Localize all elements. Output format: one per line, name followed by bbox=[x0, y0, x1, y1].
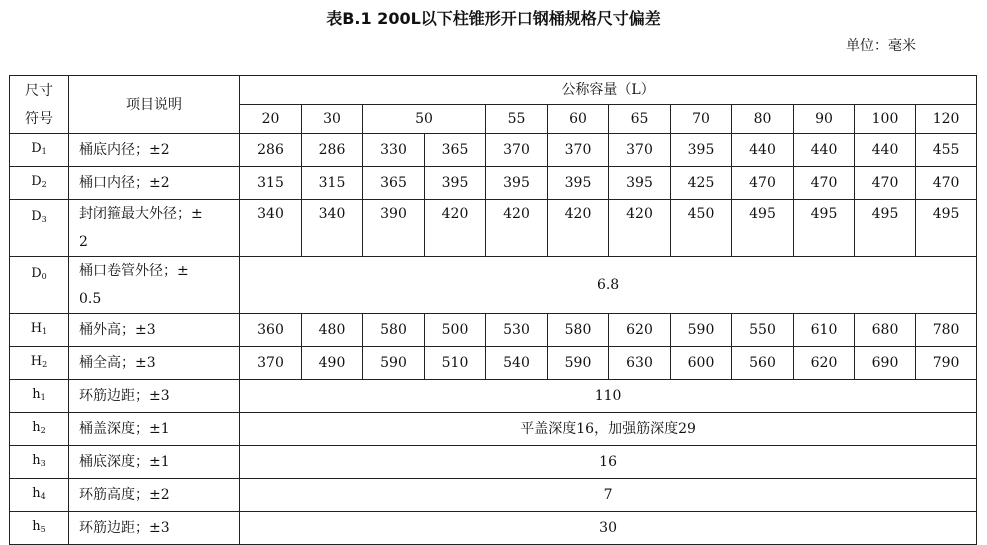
value-cell: 480 bbox=[302, 314, 363, 347]
value-cell: 395 bbox=[609, 167, 671, 200]
merged-value-cell: 7 bbox=[240, 479, 977, 512]
value-cell: 495 bbox=[916, 200, 977, 257]
table-row bbox=[10, 314, 977, 347]
description-cell: 桶底内径；±2 bbox=[69, 134, 240, 167]
merged-value-cell: 110 bbox=[240, 380, 977, 413]
description-cell: 桶口内径；±2 bbox=[69, 167, 240, 200]
value-cell: 315 bbox=[240, 167, 302, 200]
table-row bbox=[10, 257, 977, 314]
table-row bbox=[10, 347, 977, 380]
table-row bbox=[10, 479, 977, 512]
value-cell: 420 bbox=[548, 200, 609, 257]
value-cell: 395 bbox=[486, 167, 548, 200]
value-cell: 620 bbox=[609, 314, 671, 347]
value-cell: 580 bbox=[548, 314, 609, 347]
value-cell: 560 bbox=[732, 347, 794, 380]
value-cell: 470 bbox=[916, 167, 977, 200]
value-cell: 370 bbox=[548, 134, 609, 167]
value-cell: 610 bbox=[794, 314, 855, 347]
merged-value-cell: 30 bbox=[240, 512, 977, 545]
value-cell: 690 bbox=[855, 347, 916, 380]
value-cell: 455 bbox=[916, 134, 977, 167]
value-cell: 630 bbox=[609, 347, 671, 380]
value-cell: 365 bbox=[425, 134, 486, 167]
merged-value-cell: 平盖深度16，加强筋深度29 bbox=[240, 413, 977, 446]
capacity-cell: 20 bbox=[240, 105, 302, 134]
value-cell: 340 bbox=[302, 200, 363, 257]
value-cell: 580 bbox=[363, 314, 425, 347]
description-cell: 环筋边距；±3 bbox=[69, 512, 240, 545]
symbol-cell: $H_1$ bbox=[10, 314, 69, 347]
merged-value-cell: 16 bbox=[240, 446, 977, 479]
spec-table bbox=[9, 75, 977, 545]
symbol-cell: $h_1$ bbox=[10, 380, 69, 413]
header-row-1 bbox=[10, 76, 977, 105]
description-cell: 环筋高度；±2 bbox=[69, 479, 240, 512]
value-cell: 495 bbox=[732, 200, 794, 257]
value-cell: 600 bbox=[671, 347, 732, 380]
description-cell: 桶底深度；±1 bbox=[69, 446, 240, 479]
table-row bbox=[10, 512, 977, 545]
value-cell: 490 bbox=[302, 347, 363, 380]
value-cell: 450 bbox=[671, 200, 732, 257]
value-cell: 590 bbox=[671, 314, 732, 347]
symbol-cell: $h_3$ bbox=[10, 446, 69, 479]
value-cell: 420 bbox=[486, 200, 548, 257]
value-cell: 495 bbox=[855, 200, 916, 257]
merged-value-cell: 6.8 bbox=[240, 257, 977, 314]
value-cell: 620 bbox=[794, 347, 855, 380]
value-cell: 680 bbox=[855, 314, 916, 347]
symbol-cell: $D_1$ bbox=[10, 134, 69, 167]
value-cell: 590 bbox=[548, 347, 609, 380]
value-cell: 420 bbox=[609, 200, 671, 257]
value-cell: 330 bbox=[363, 134, 425, 167]
symbol-cell: $D_2$ bbox=[10, 167, 69, 200]
symbol-cell: $D_0$ bbox=[10, 257, 69, 314]
value-cell: 440 bbox=[794, 134, 855, 167]
value-cell: 360 bbox=[240, 314, 302, 347]
description-cell: 桶口卷管外径；± 0.5 bbox=[69, 257, 240, 314]
value-cell: 470 bbox=[732, 167, 794, 200]
capacity-cell: 50 bbox=[363, 105, 486, 134]
value-cell: 500 bbox=[425, 314, 486, 347]
value-cell: 790 bbox=[916, 347, 977, 380]
symbol-cell: $D_3$ bbox=[10, 200, 69, 257]
capacity-cell: 90 bbox=[794, 105, 855, 134]
description-cell: 桶外高；±3 bbox=[69, 314, 240, 347]
description-header: 项目说明 bbox=[69, 76, 240, 134]
symbol-cell: $H_2$ bbox=[10, 347, 69, 380]
symbol-cell: $h_2$ bbox=[10, 413, 69, 446]
value-cell: 395 bbox=[671, 134, 732, 167]
unit-label: 单位：毫米 bbox=[846, 38, 916, 54]
value-cell: 540 bbox=[486, 347, 548, 380]
value-cell: 550 bbox=[732, 314, 794, 347]
value-cell: 370 bbox=[609, 134, 671, 167]
table-row bbox=[10, 446, 977, 479]
value-cell: 340 bbox=[240, 200, 302, 257]
description-cell: 封闭箍最大外径；± 2 bbox=[69, 200, 240, 257]
symbol-cell: $h_4$ bbox=[10, 479, 69, 512]
symbol-header: 尺寸 符号 bbox=[10, 76, 69, 134]
value-cell: 395 bbox=[548, 167, 609, 200]
capacity-cell: 70 bbox=[671, 105, 732, 134]
capacity-cell: 100 bbox=[855, 105, 916, 134]
value-cell: 530 bbox=[486, 314, 548, 347]
table-row bbox=[10, 200, 977, 257]
table-title: 表B.1 200L以下柱锥形开口钢桶规格尺寸偏差 bbox=[326, 9, 661, 28]
value-cell: 286 bbox=[302, 134, 363, 167]
value-cell: 420 bbox=[425, 200, 486, 257]
value-cell: 370 bbox=[486, 134, 548, 167]
description-cell: 桶全高；±3 bbox=[69, 347, 240, 380]
value-cell: 425 bbox=[671, 167, 732, 200]
value-cell: 315 bbox=[302, 167, 363, 200]
value-cell: 390 bbox=[363, 200, 425, 257]
value-cell: 440 bbox=[732, 134, 794, 167]
capacity-cell: 55 bbox=[486, 105, 548, 134]
table-row bbox=[10, 167, 977, 200]
value-cell: 470 bbox=[855, 167, 916, 200]
value-cell: 286 bbox=[240, 134, 302, 167]
value-cell: 370 bbox=[240, 347, 302, 380]
capacity-header: 公称容量（L） bbox=[240, 76, 977, 105]
table-row bbox=[10, 134, 977, 167]
value-cell: 510 bbox=[425, 347, 486, 380]
description-cell: 环筋边距；±3 bbox=[69, 380, 240, 413]
capacity-cell: 80 bbox=[732, 105, 794, 134]
value-cell: 495 bbox=[794, 200, 855, 257]
value-cell: 590 bbox=[363, 347, 425, 380]
table-row bbox=[10, 413, 977, 446]
value-cell: 365 bbox=[363, 167, 425, 200]
symbol-cell: $h_5$ bbox=[10, 512, 69, 545]
capacity-cell: 120 bbox=[916, 105, 977, 134]
capacity-cell: 30 bbox=[302, 105, 363, 134]
capacity-cell: 60 bbox=[548, 105, 609, 134]
value-cell: 780 bbox=[916, 314, 977, 347]
table-row bbox=[10, 380, 977, 413]
value-cell: 395 bbox=[425, 167, 486, 200]
description-cell: 桶盖深度；±1 bbox=[69, 413, 240, 446]
value-cell: 440 bbox=[855, 134, 916, 167]
capacity-cell: 65 bbox=[609, 105, 671, 134]
value-cell: 470 bbox=[794, 167, 855, 200]
